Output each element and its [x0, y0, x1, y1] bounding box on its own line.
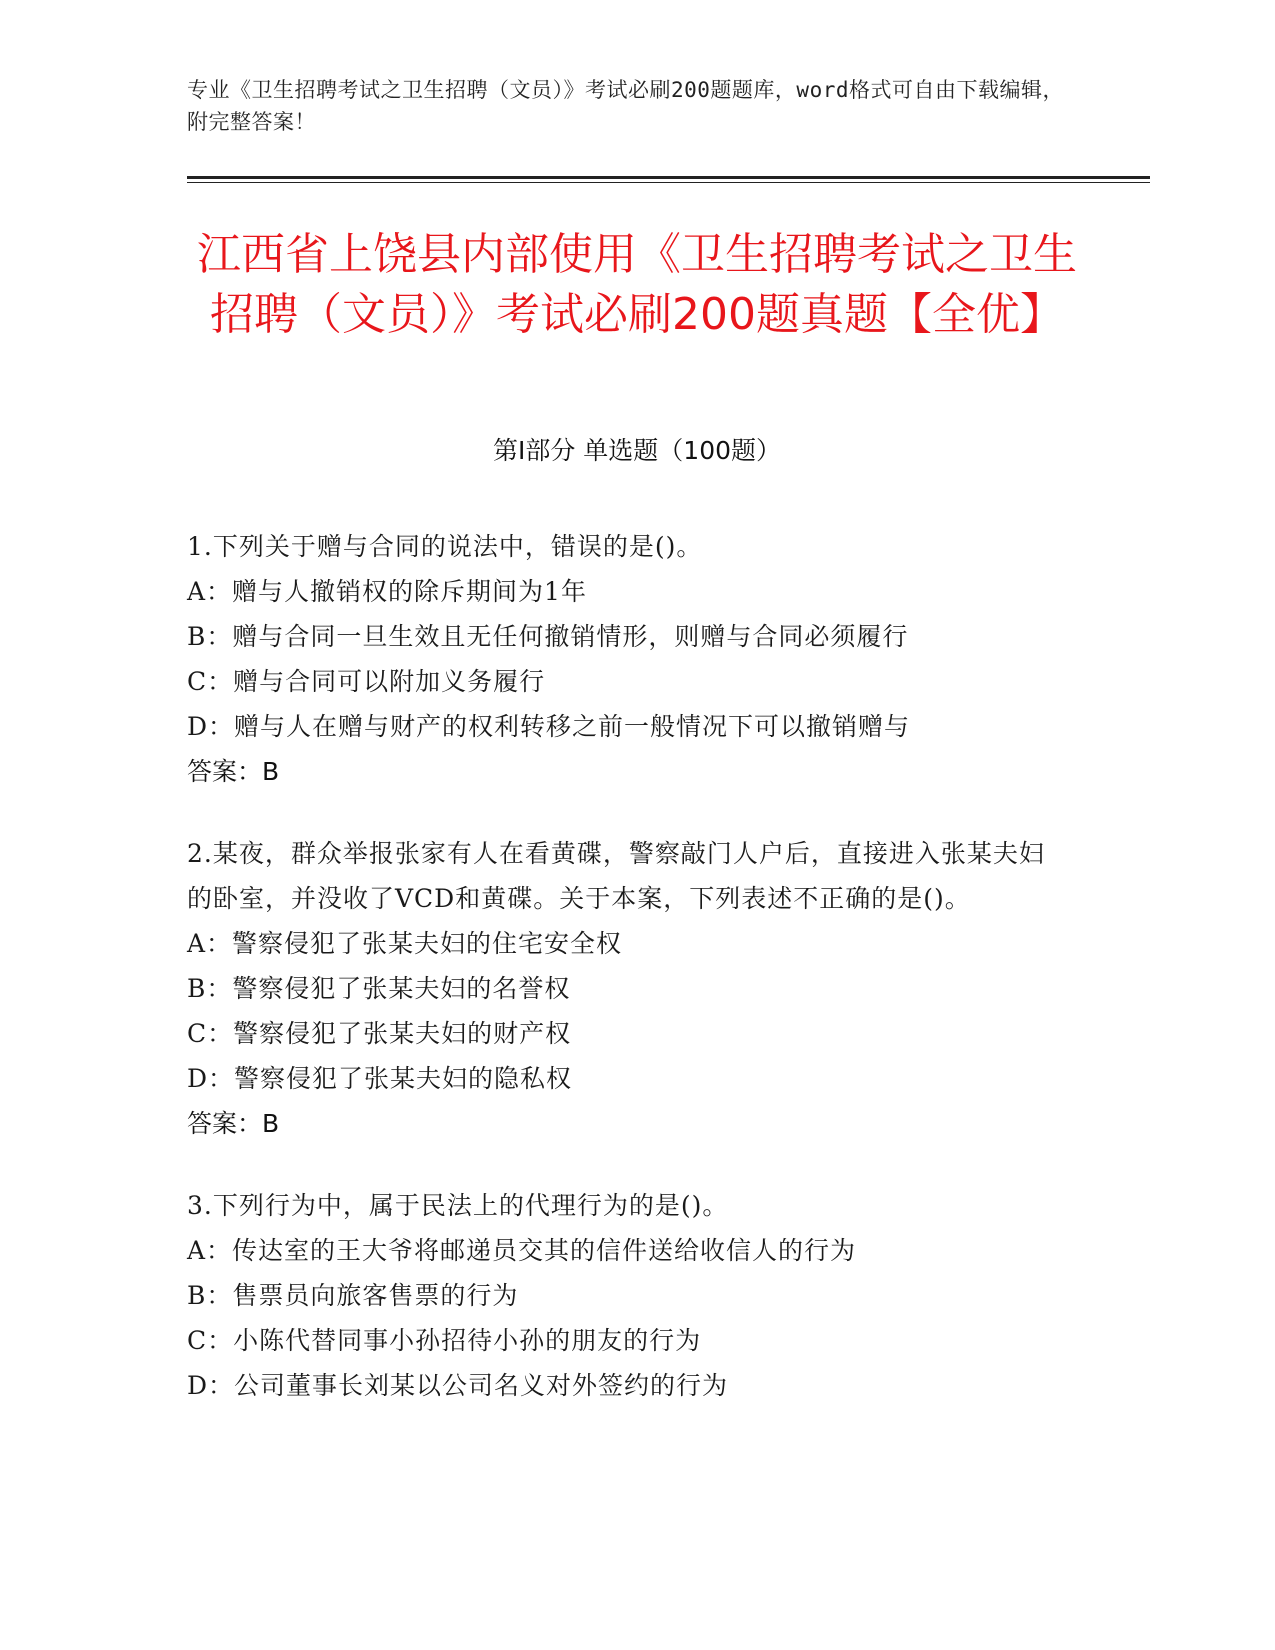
- answer-line: 答案：B: [187, 757, 280, 786]
- option-b: B：售票员向旅客售票的行为: [187, 1281, 519, 1310]
- option-c: C：赠与合同可以附加义务履行: [187, 667, 546, 696]
- option-c: C：小陈代替同事小孙招待小孙的朋友的行为: [187, 1326, 702, 1355]
- document-title: 江西省上饶县内部使用《卫生招聘考试之卫生招聘（文员）》考试必刷200题真题【全优】: [197, 229, 1077, 340]
- option-b: B：警察侵犯了张某夫妇的名誉权: [187, 974, 571, 1003]
- option-c: C：警察侵犯了张某夫妇的财产权: [187, 1019, 572, 1048]
- option-d: D：赠与人在赠与财产的权利转移之前一般情况下可以撤销赠与: [187, 712, 911, 741]
- question-item: [187, 1183, 1067, 1408]
- option-a: A：赠与人撤销权的除斥期间为1年: [187, 577, 587, 606]
- question-stem: 1.下列关于赠与合同的说法中，错误的是()。: [187, 532, 703, 561]
- option-d: D：公司董事长刘某以公司名义对外签约的行为: [187, 1371, 729, 1400]
- question-stem: 3.下列行为中，属于民法上的代理行为的是()。: [187, 1191, 729, 1220]
- header-divider-thin: [187, 182, 1150, 183]
- option-d: D：警察侵犯了张某夫妇的隐私权: [187, 1064, 573, 1093]
- section-title: 第I部分 单选题（100题）: [492, 436, 782, 465]
- question-stem: 2.某夜，群众举报张家有人在看黄碟，警察敲门人户后，直接进入张某夫妇的卧室，并没收了VCD和黄碟。关于本案，下列表述不正确的是()。: [187, 839, 1045, 913]
- answer-line: 答案：B: [187, 1109, 280, 1138]
- question-list: [187, 524, 1067, 1445]
- question-item: [187, 524, 1067, 794]
- header-note: 专业《卫生招聘考试之卫生招聘（文员）》考试必刷200题题库，word格式可自由下载编辑，附完整答案！: [187, 78, 1064, 134]
- header-divider-thick: [187, 176, 1150, 179]
- question-item: [187, 831, 1067, 1146]
- option-b: B：赠与合同一旦生效且无任何撤销情形，则赠与合同必须履行: [187, 622, 909, 651]
- option-a: A：传达室的王大爷将邮递员交其的信件送给收信人的行为: [187, 1236, 857, 1265]
- option-a: A：警察侵犯了张某夫妇的住宅安全权: [187, 929, 623, 958]
